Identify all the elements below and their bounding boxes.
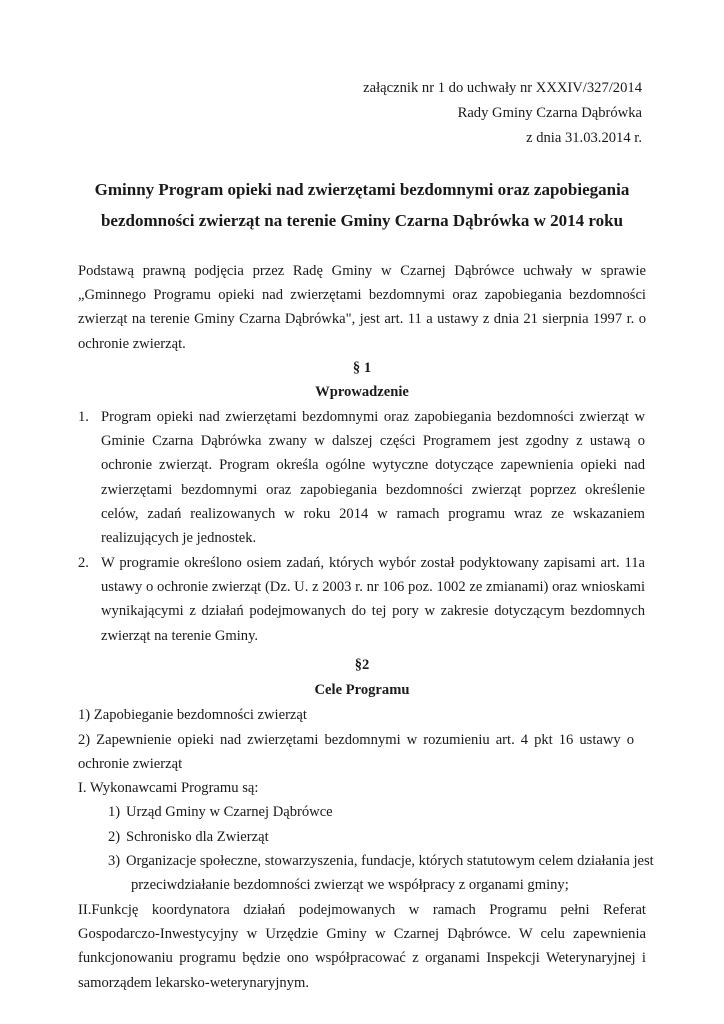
executors-heading: I. Wykonawcami Programu są:	[78, 780, 259, 796]
executor-number: 2)	[108, 829, 121, 845]
title-line-2: bezdomności zwierząt na terenie Gminy Czarna Dąbrówka w 2014 roku	[100, 211, 624, 230]
section-1-mark: § 1	[352, 360, 372, 376]
document-title	[60, 174, 664, 236]
executor-item: Organizacje społeczne, stowarzyszenia, fundacje, których statutowym celem działania jest	[126, 853, 654, 869]
goal-1: 1) Zapobieganie bezdomności zwierząt	[78, 707, 307, 723]
goal-2: 2) Zapewnienie opieki nad zwierzętami bezdomnymi w rozumieniu art. 4 pkt 16 ustawy o ochronie zwierząt	[78, 732, 634, 773]
title-line-1: Gminny Program opieki nad zwierzętami bezdomnymi oraz zapobiegania	[94, 180, 630, 199]
list-item: W programie określono osiem zadań, których wybór został podyktowany zapisami art. 11a ustawy o ochronie zwierząt (Dz. U. z 2003 r. nr 106 poz. 1002 ze zmianami) oraz wnioskami wynikającymi z działań podejmowanych do tej pory w zakresie dotyczącym bezdomnych zwierząt na terenie Gminy.	[101, 555, 645, 644]
intro-paragraph: Podstawą prawną podjęcia przez Radę Gminy w Czarnej Dąbrówce uchwały w sprawie „Gminnego Programu opieki nad zwierzętami bezdomnymi oraz zapobiegania bezdomności zwierząt na terenie Gminy Czarna Dąbrówka", jest art. 11 a ustawy z dnia 21 sierpnia 1997 r. o ochronie zwierząt.	[78, 263, 646, 352]
executor-item: Schronisko dla Zwierząt	[126, 829, 269, 845]
list-item-number: 2.	[78, 555, 89, 571]
executor-number: 1)	[108, 804, 121, 820]
executor-item: Urząd Gminy w Czarnej Dąbrówce	[126, 804, 333, 820]
section-2-mark: §2	[354, 657, 370, 673]
council-label: Rady Gminy Czarna Dąbrówka	[457, 105, 642, 121]
executor-item-continued: przeciwdziałanie bezdomności zwierząt we współpracy z organami gminy;	[131, 877, 569, 893]
section-2-heading: Cele Programu	[314, 682, 410, 698]
coordinator-paragraph: II.Funkcję koordynatora działań podejmowanych w ramach Programu pełni Referat Gospodarczo-Inwestycyjny w Urzędzie Gminy w Czarnej Dąbrówce. W celu zapewnienia funkcjonowaniu programu będzie ono współpracować z organami Inspekcji Weterynaryjnej i samorządem lekarsko-weterynaryjnym.	[78, 902, 646, 991]
list-item: Program opieki nad zwierzętami bezdomnymi oraz zapobiegania bezdomności zwierząt w Gminie Czarna Dąbrówka zwany w dalszej części Programem jest zgodny z ustawą o ochronie zwierząt. Program określa ogólne wytyczne dotyczące zapewnienia opieki nad zwierzętami bezdomnymi oraz zapobiegania bezdomności zwierząt poprzez określenie celów, zadań realizowanych w roku 2014 w ramach programu wraz ze wskazaniem realizujących je jednostek.	[101, 409, 645, 547]
date-label: z dnia 31.03.2014 r.	[526, 130, 642, 146]
list-item-number: 1.	[78, 409, 89, 425]
executor-number: 3)	[108, 853, 121, 869]
section-1-heading: Wprowadzenie	[315, 384, 409, 400]
attachment-label: załącznik nr 1 do uchwały nr XXXIV/327/2014	[363, 80, 642, 96]
